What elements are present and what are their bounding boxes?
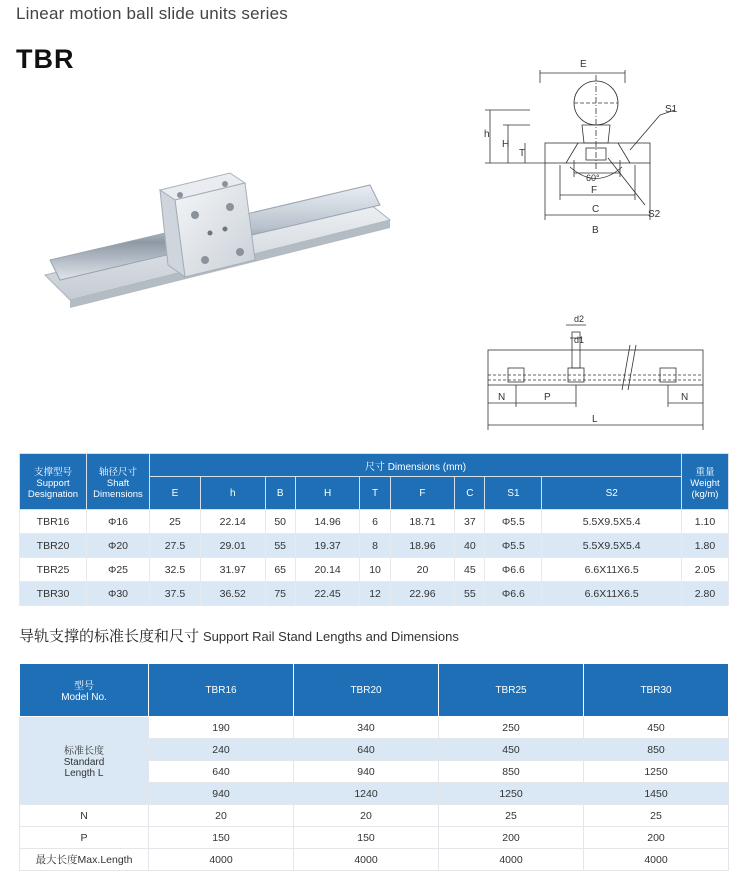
header-text: 型号 xyxy=(74,681,94,692)
table-cell: 25 xyxy=(150,510,201,534)
col-header-dimensions: 尺寸 Dimensions (mm) xyxy=(150,454,682,477)
table-cell: TBR16 xyxy=(20,510,87,534)
table-cell: Φ30 xyxy=(87,582,150,606)
table-cell: 8 xyxy=(360,534,390,558)
table-cell: TBR30 xyxy=(20,582,87,606)
table-cell: 5.5X9.5X5.4 xyxy=(542,534,682,558)
table-cell: Φ25 xyxy=(87,558,150,582)
table-cell: 5.5X9.5X5.4 xyxy=(542,510,682,534)
table-cell: 4000 xyxy=(439,849,584,871)
table-cell: 65 xyxy=(265,558,295,582)
table-cell: 10 xyxy=(360,558,390,582)
dim-label-s1: S1 xyxy=(665,104,678,115)
table-cell: 20 xyxy=(149,805,294,827)
table-cell: Φ6.6 xyxy=(485,582,542,606)
table-cell: 25 xyxy=(439,805,584,827)
table-cell: 1240 xyxy=(294,783,439,805)
side-view-drawing xyxy=(470,310,740,440)
header-text: Standard xyxy=(63,757,105,768)
table-cell: 940 xyxy=(149,783,294,805)
table-cell: 1450 xyxy=(584,783,729,805)
header-text: (kg/m) xyxy=(691,488,719,500)
table-cell: 250 xyxy=(439,717,584,739)
table-cell: 450 xyxy=(439,739,584,761)
table-cell: 240 xyxy=(149,739,294,761)
header-text: 重量 xyxy=(695,466,715,478)
table-cell: 1250 xyxy=(584,761,729,783)
dim-header: H xyxy=(295,477,360,510)
support-section-title xyxy=(19,625,459,646)
table-cell: 190 xyxy=(149,717,294,739)
dim-label-f: F xyxy=(591,185,598,196)
table-cell: TBR25 xyxy=(20,558,87,582)
dim-label-c: C xyxy=(592,204,600,215)
dim-label-H: H xyxy=(502,139,510,150)
table-cell: 6 xyxy=(360,510,390,534)
dim-header: B xyxy=(265,477,295,510)
table-cell: 150 xyxy=(294,827,439,849)
dim-label-s2: S2 xyxy=(648,209,661,220)
dim-label-n-left: N xyxy=(498,392,506,403)
table-cell: Φ20 xyxy=(87,534,150,558)
table-row xyxy=(20,534,729,558)
dim-label-angle: 60° xyxy=(586,173,600,183)
table-cell: 850 xyxy=(439,761,584,783)
table-cell: 20 xyxy=(294,805,439,827)
dim-header: E xyxy=(150,477,201,510)
table-cell: 20.14 xyxy=(295,558,360,582)
table-cell: 640 xyxy=(294,739,439,761)
header-text: 支撑型号 xyxy=(33,466,72,478)
table-cell: 4000 xyxy=(294,849,439,871)
dim-label-n-right: N xyxy=(681,392,689,403)
table-cell: 55 xyxy=(265,534,295,558)
header-text: 轴径尺寸 xyxy=(98,466,137,478)
table-row xyxy=(20,849,729,871)
dim-label-h: h xyxy=(484,129,490,140)
table-cell: 37 xyxy=(455,510,485,534)
dim-label-b: B xyxy=(592,225,599,236)
col-header-tbr20: TBR20 xyxy=(294,664,439,717)
table-cell: 1.10 xyxy=(682,510,729,534)
table-cell: 2.80 xyxy=(682,582,729,606)
table-cell: 2.05 xyxy=(682,558,729,582)
table-cell: 32.5 xyxy=(150,558,201,582)
support-title-en: Support Rail Stand Lengths and Dimensions xyxy=(203,629,459,644)
table-cell: 850 xyxy=(584,739,729,761)
header-text: 标准长度 xyxy=(64,746,104,757)
table-cell: 200 xyxy=(584,827,729,849)
table-cell: 22.14 xyxy=(200,510,265,534)
dim-label-l: L xyxy=(592,414,598,425)
standard-length-label xyxy=(20,717,149,805)
table-cell: 19.37 xyxy=(295,534,360,558)
col-header-weight xyxy=(682,454,729,510)
table-row xyxy=(20,717,729,739)
row-label-max-length: 最大长度Max.Length xyxy=(20,849,149,871)
table-cell: 75 xyxy=(265,582,295,606)
support-title-zh: 导轨支撑的标准长度和尺寸 xyxy=(19,628,200,645)
table-cell: 31.97 xyxy=(200,558,265,582)
dim-header: S2 xyxy=(542,477,682,510)
table-cell: 6.6X11X6.5 xyxy=(542,582,682,606)
table-cell: 150 xyxy=(149,827,294,849)
dim-label-e: E xyxy=(580,59,587,70)
row-label-n: N xyxy=(20,805,149,827)
header-text: Weight xyxy=(690,477,720,489)
table-row xyxy=(20,558,729,582)
table-cell: 4000 xyxy=(584,849,729,871)
table-cell: 25 xyxy=(584,805,729,827)
table-cell: 4000 xyxy=(149,849,294,871)
table-cell: 37.5 xyxy=(150,582,201,606)
table-cell: 20 xyxy=(390,558,455,582)
col-header-support xyxy=(20,454,87,510)
col-header-shaft xyxy=(87,454,150,510)
table-cell: Φ5.5 xyxy=(485,510,542,534)
table-cell: 18.71 xyxy=(390,510,455,534)
header-text: Model No. xyxy=(61,692,107,703)
table-cell: 29.01 xyxy=(200,534,265,558)
cross-section-drawing xyxy=(470,55,740,255)
dim-label-p: P xyxy=(544,392,551,403)
dim-header: F xyxy=(390,477,455,510)
table-cell: 18.96 xyxy=(390,534,455,558)
table-cell: Φ5.5 xyxy=(485,534,542,558)
row-label-p: P xyxy=(20,827,149,849)
table-cell: 1250 xyxy=(439,783,584,805)
header-text: Support xyxy=(36,477,70,489)
table-cell: 55 xyxy=(455,582,485,606)
table-cell: 450 xyxy=(584,717,729,739)
table-cell: 50 xyxy=(265,510,295,534)
table-row xyxy=(20,827,729,849)
table-cell: 22.96 xyxy=(390,582,455,606)
header-text: Designation xyxy=(27,488,79,500)
header-text: Shaft xyxy=(106,477,130,489)
header-text: Dimensions xyxy=(93,488,143,500)
dim-header: h xyxy=(200,477,265,510)
spec-table xyxy=(19,453,729,606)
dim-header: S1 xyxy=(485,477,542,510)
table-cell: TBR20 xyxy=(20,534,87,558)
table-cell: Φ16 xyxy=(87,510,150,534)
table-cell: Φ6.6 xyxy=(485,558,542,582)
table-row xyxy=(20,805,729,827)
dim-label-d1: d1 xyxy=(574,335,585,345)
table-row xyxy=(20,510,729,534)
table-cell: 14.96 xyxy=(295,510,360,534)
dim-header: C xyxy=(455,477,485,510)
table-cell: 12 xyxy=(360,582,390,606)
table-cell: 36.52 xyxy=(200,582,265,606)
dim-label-d2: d2 xyxy=(574,314,585,324)
table-cell: 27.5 xyxy=(150,534,201,558)
table-cell: 45 xyxy=(455,558,485,582)
stand-length-table xyxy=(19,663,729,871)
col-header-model xyxy=(20,664,149,717)
header-text: Length L xyxy=(64,768,104,779)
dim-header: T xyxy=(360,477,390,510)
model-title: TBR xyxy=(16,44,75,74)
table-cell: 200 xyxy=(439,827,584,849)
table-cell: 1.80 xyxy=(682,534,729,558)
table-row xyxy=(20,582,729,606)
series-title: Linear motion ball slide units series xyxy=(16,4,288,23)
col-header-tbr25: TBR25 xyxy=(439,664,584,717)
table-cell: 340 xyxy=(294,717,439,739)
table-cell: 40 xyxy=(455,534,485,558)
col-header-tbr30: TBR30 xyxy=(584,664,729,717)
table-cell: 640 xyxy=(149,761,294,783)
dim-label-t: T xyxy=(519,148,526,159)
product-photo xyxy=(40,165,400,315)
col-header-tbr16: TBR16 xyxy=(149,664,294,717)
table-cell: 940 xyxy=(294,761,439,783)
table-cell: 6.6X11X6.5 xyxy=(542,558,682,582)
table-cell: 22.45 xyxy=(295,582,360,606)
